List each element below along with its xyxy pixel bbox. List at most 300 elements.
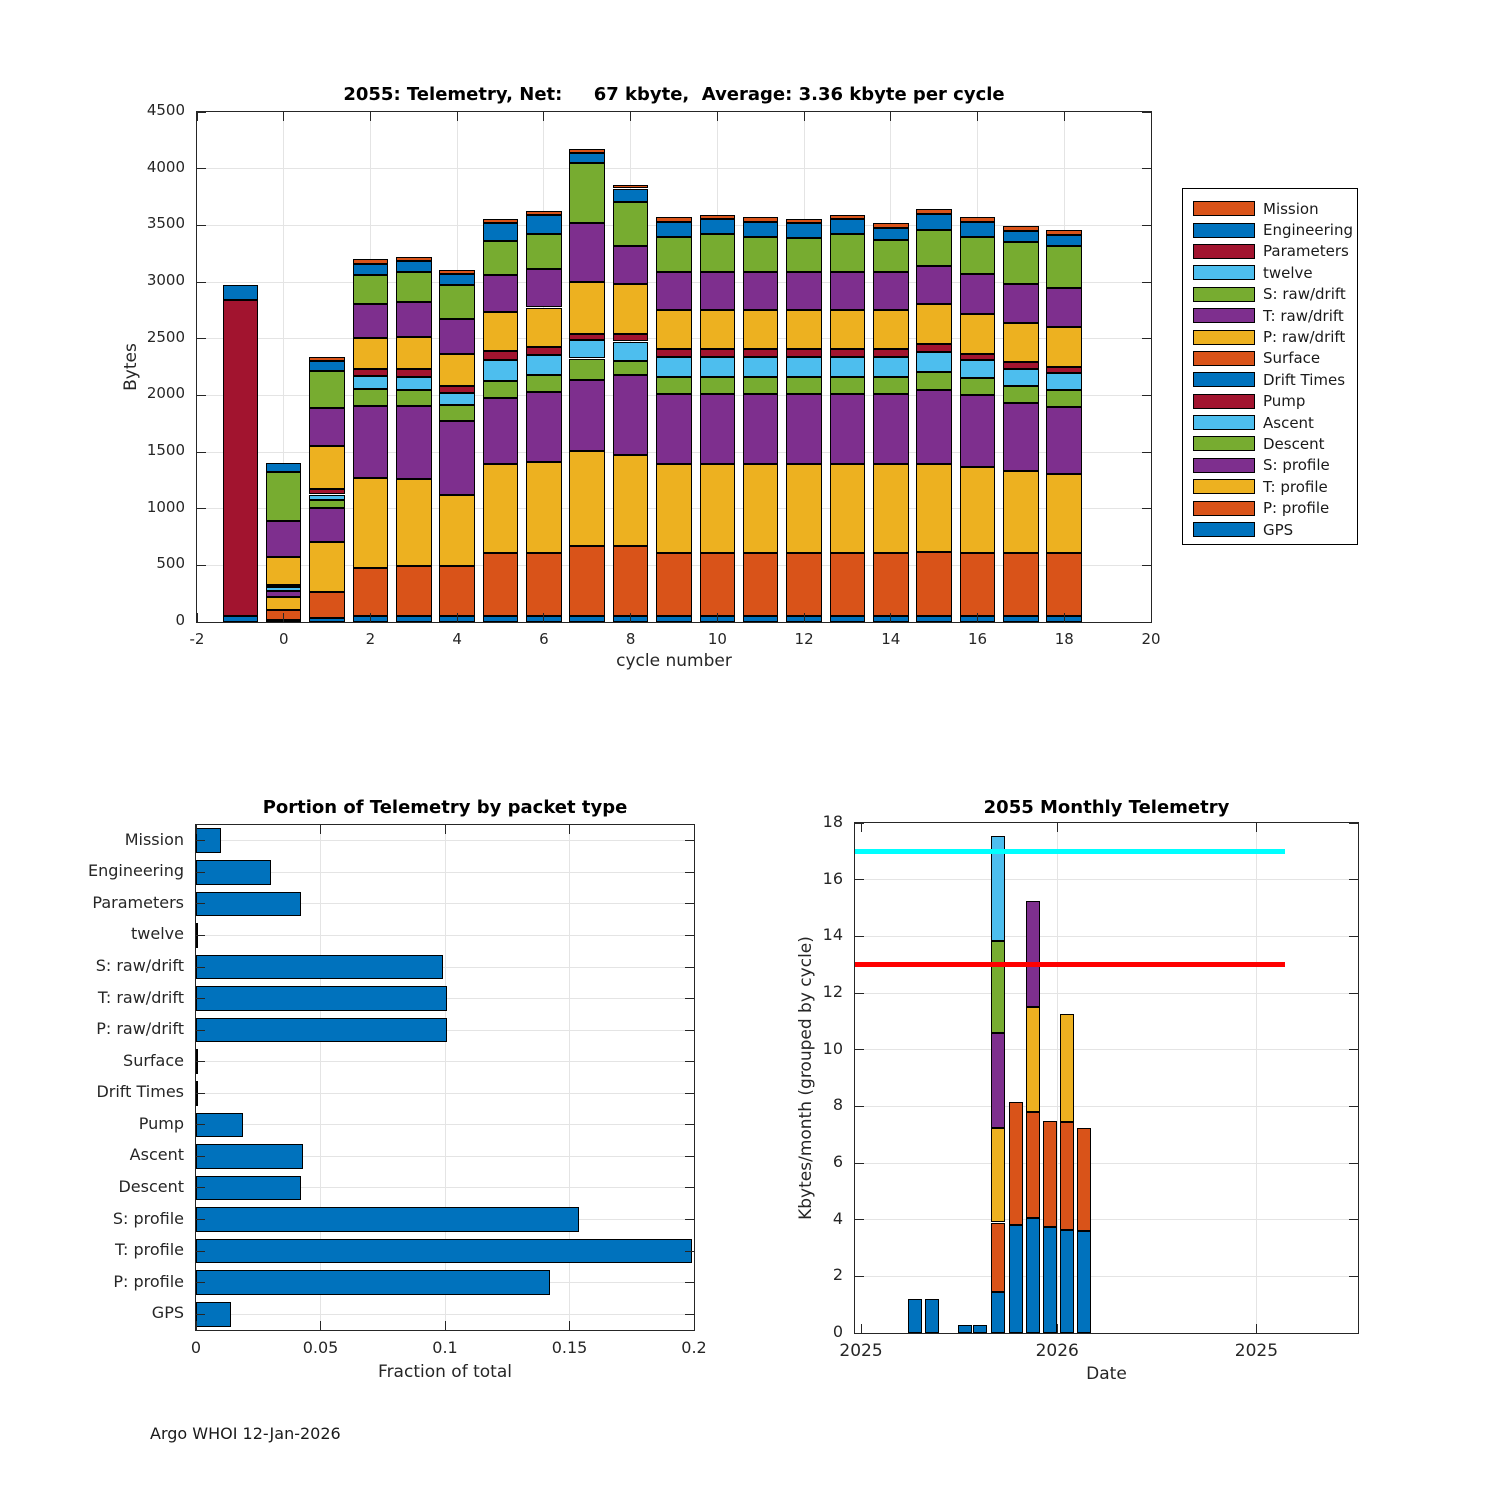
category-label: S: raw/drift bbox=[95, 956, 184, 976]
y-tick-mark bbox=[1142, 508, 1151, 509]
bar-segment-t--raw-drift bbox=[960, 274, 996, 314]
x-tick-label: 0 bbox=[278, 630, 289, 648]
bar-segment-pump bbox=[786, 349, 822, 357]
y-tick-label: 4000 bbox=[146, 157, 185, 176]
y-tick-mark bbox=[685, 998, 694, 999]
bar-segment-p--profile bbox=[526, 553, 562, 616]
bar-segment-s--raw-drift bbox=[1003, 242, 1039, 284]
bar-segment-s--raw-drift bbox=[960, 237, 996, 274]
bar-segment-mission bbox=[309, 357, 345, 360]
y-tick-mark bbox=[1349, 823, 1358, 824]
y-tick-mark bbox=[1142, 565, 1151, 566]
monthly-bar-segment bbox=[1026, 1218, 1040, 1333]
x-tick-mark bbox=[804, 112, 805, 121]
bar-segment-s--profile bbox=[830, 394, 866, 464]
bar-segment-t--raw-drift bbox=[1003, 284, 1039, 323]
x-tick-label: 2025 bbox=[839, 1341, 883, 1361]
bar-segment-engineering bbox=[353, 264, 389, 275]
bar-segment-t--profile bbox=[1046, 474, 1082, 554]
y-tick-mark bbox=[685, 872, 694, 873]
legend-item bbox=[1193, 219, 1357, 240]
y-tick-mark bbox=[685, 1251, 694, 1252]
x-tick-mark bbox=[197, 112, 198, 121]
y-tick-mark bbox=[855, 1106, 864, 1107]
bar-segment-engineering bbox=[396, 261, 432, 272]
y-tick-mark bbox=[1142, 338, 1151, 339]
bar-segment-descent bbox=[786, 377, 822, 394]
monthly-bar-segment bbox=[1026, 901, 1040, 1007]
bar-segment-s--raw-drift bbox=[569, 163, 605, 223]
y-tick-mark bbox=[1142, 622, 1151, 623]
bar-segment-p--raw-drift bbox=[439, 354, 475, 386]
y-tick-mark bbox=[197, 168, 206, 169]
bar-segment-descent bbox=[439, 405, 475, 421]
bar-segment-mission bbox=[960, 217, 996, 222]
y-tick-mark bbox=[855, 1219, 864, 1220]
bar-segment-s--profile bbox=[483, 398, 519, 464]
y-tick-label: 4500 bbox=[146, 101, 185, 119]
bar-segment-parameters bbox=[223, 300, 259, 616]
bar-segment-pump bbox=[396, 369, 432, 376]
legend-swatch-ascent bbox=[1193, 415, 1255, 430]
bar-segment-mission bbox=[613, 185, 649, 189]
y-tick-mark bbox=[685, 1030, 694, 1031]
legend-swatch-gps bbox=[1193, 522, 1255, 537]
gridline-horizontal bbox=[855, 1276, 1358, 1277]
figure-footer: Argo WHOI 12-Jan-2026 bbox=[150, 1424, 341, 1443]
x-tick-mark bbox=[569, 825, 570, 834]
bar-segment-pump bbox=[1003, 362, 1039, 368]
x-tick-label: 2 bbox=[365, 630, 376, 648]
monthly-bar-segment bbox=[991, 1292, 1005, 1333]
x-tick-mark bbox=[320, 1321, 321, 1330]
y-tick-mark bbox=[1349, 1049, 1358, 1050]
bar-segment-p--raw-drift bbox=[1046, 327, 1082, 367]
bar-segment-t--raw-drift bbox=[569, 223, 605, 282]
x-tick-label: 12 bbox=[794, 630, 814, 648]
x-tick-mark bbox=[804, 613, 805, 622]
x-tick-mark bbox=[1064, 112, 1065, 121]
x-tick-mark bbox=[283, 112, 284, 121]
bar-segment-ascent bbox=[1046, 373, 1082, 390]
monthly-bar-segment bbox=[1060, 1122, 1074, 1230]
bar-segment-p--profile bbox=[309, 592, 345, 618]
bar-segment-ascent bbox=[873, 357, 909, 377]
legend-item-label: S: profile bbox=[1263, 456, 1330, 475]
bar-segment-pump bbox=[526, 347, 562, 355]
category-label: Engineering bbox=[88, 861, 184, 881]
bar-segment-t--profile bbox=[916, 464, 952, 552]
bar-segment-gps bbox=[309, 618, 345, 622]
y-tick-label: 12 bbox=[822, 982, 843, 1001]
bar-segment-s--profile bbox=[526, 392, 562, 462]
y-tick-mark bbox=[197, 508, 206, 509]
y-tick-mark bbox=[1349, 1219, 1358, 1220]
bar-segment-descent bbox=[1046, 390, 1082, 407]
y-tick-mark bbox=[197, 225, 206, 226]
bar-segment-p--raw-drift bbox=[353, 338, 389, 369]
x-tick-mark bbox=[861, 823, 862, 832]
bar-segment-engineering bbox=[526, 215, 562, 234]
bar-segment-p--raw-drift bbox=[569, 282, 605, 334]
y-tick-mark bbox=[1349, 993, 1358, 994]
bar-segment-engineering bbox=[1003, 231, 1039, 242]
y-tick-mark bbox=[855, 1333, 864, 1334]
bar-segment-pump bbox=[309, 489, 345, 494]
bar-segment-gps bbox=[656, 616, 692, 622]
bar-segment-s--profile bbox=[1046, 407, 1082, 474]
x-tick-mark bbox=[370, 613, 371, 622]
legend-swatch-descent bbox=[1193, 436, 1255, 451]
monthly-chart-plot bbox=[822, 812, 1359, 1361]
bar-segment-t--raw-drift bbox=[830, 272, 866, 309]
bar-segment-p--profile bbox=[786, 553, 822, 616]
bar-segment-s--raw-drift bbox=[743, 237, 779, 273]
y-tick-mark bbox=[685, 967, 694, 968]
y-tick-label: 3000 bbox=[146, 271, 185, 289]
y-tick-mark bbox=[196, 1093, 205, 1094]
bar-segment-ascent bbox=[396, 377, 432, 390]
y-tick-mark bbox=[855, 1163, 864, 1164]
y-tick-mark bbox=[855, 823, 864, 824]
category-label: P: raw/drift bbox=[96, 1019, 184, 1039]
x-tick-mark bbox=[445, 1321, 446, 1330]
bar-segment-t--profile bbox=[786, 464, 822, 553]
x-tick-mark bbox=[717, 112, 718, 121]
category-label: S: profile bbox=[112, 1208, 184, 1228]
bar-segment-pump bbox=[266, 585, 302, 588]
bar-segment-t--profile bbox=[309, 542, 345, 592]
bar-segment-gps bbox=[569, 616, 605, 622]
bar-segment-t--raw-drift bbox=[786, 272, 822, 309]
bar-segment-p--raw-drift bbox=[656, 310, 692, 349]
legend-item bbox=[1193, 326, 1357, 347]
bar-segment-p--profile bbox=[700, 553, 736, 616]
bar-segment-t--profile bbox=[526, 462, 562, 553]
x-tick-mark bbox=[445, 825, 446, 834]
bar-segment-s--profile bbox=[309, 508, 345, 542]
legend-item-label: S: raw/drift bbox=[1263, 285, 1346, 304]
bar-segment-t--raw-drift bbox=[916, 266, 952, 304]
bar-segment-t--raw-drift bbox=[873, 272, 909, 309]
bar-segment-s--profile bbox=[873, 394, 909, 464]
legend-item bbox=[1193, 497, 1357, 518]
bar-segment-t--raw-drift bbox=[396, 302, 432, 337]
bar-segment-s--raw-drift bbox=[613, 202, 649, 246]
x-tick-label: 10 bbox=[707, 630, 727, 648]
x-tick-mark bbox=[1256, 1324, 1257, 1333]
y-tick-mark bbox=[1349, 1106, 1358, 1107]
y-tick-mark bbox=[197, 282, 206, 283]
y-tick-mark bbox=[1349, 1163, 1358, 1164]
bar-segment-ascent bbox=[743, 357, 779, 377]
y-tick-mark bbox=[1349, 1276, 1358, 1277]
y-tick-label: 10 bbox=[822, 1038, 843, 1058]
x-tick-mark bbox=[196, 825, 197, 834]
legend-item-label: T: raw/drift bbox=[1263, 306, 1344, 325]
gridline-horizontal bbox=[855, 993, 1358, 994]
bar-segment-p--raw-drift bbox=[526, 308, 562, 347]
legend-item bbox=[1193, 369, 1357, 390]
bar-segment-ascent bbox=[309, 495, 345, 500]
x-tick-mark bbox=[630, 112, 631, 121]
category-label: twelve bbox=[131, 924, 184, 944]
legend-item bbox=[1193, 455, 1357, 476]
bar-segment-p--profile bbox=[830, 553, 866, 616]
bar-segment-ascent bbox=[656, 357, 692, 377]
x-tick-mark bbox=[457, 112, 458, 121]
y-tick-label: 3500 bbox=[146, 214, 185, 233]
bar-segment-engineering bbox=[830, 219, 866, 234]
portion-bar-p--profile bbox=[196, 1270, 550, 1295]
legend-item-label: P: raw/drift bbox=[1263, 328, 1346, 347]
legend-item-label: Ascent bbox=[1263, 413, 1314, 432]
monthly-bar-segment bbox=[1043, 1227, 1057, 1333]
gridline-horizontal bbox=[855, 1219, 1358, 1220]
bar-segment-t--profile bbox=[439, 495, 475, 566]
category-label: GPS bbox=[151, 1303, 184, 1323]
bar-segment-gps bbox=[1003, 616, 1039, 622]
bar-segment-t--profile bbox=[266, 597, 302, 610]
bar-segment-s--raw-drift bbox=[483, 241, 519, 274]
legend-item bbox=[1193, 241, 1357, 262]
bar-segment-ascent bbox=[266, 587, 302, 591]
x-tick-label: 18 bbox=[1054, 630, 1074, 648]
legend-item bbox=[1193, 305, 1357, 326]
x-tick-label: 6 bbox=[539, 630, 549, 648]
x-tick-mark bbox=[543, 613, 544, 622]
y-tick-mark bbox=[855, 1049, 864, 1050]
bar-segment-p--profile bbox=[656, 553, 692, 616]
bar-segment-descent bbox=[483, 381, 519, 399]
bar-segment-p--raw-drift bbox=[266, 557, 302, 584]
y-tick-mark bbox=[197, 112, 206, 113]
legend-item bbox=[1193, 391, 1357, 412]
monthly-bar-segment bbox=[1009, 1225, 1023, 1333]
bar-segment-p--raw-drift bbox=[309, 446, 345, 490]
y-tick-mark bbox=[685, 1093, 694, 1094]
bar-segment-t--raw-drift bbox=[439, 319, 475, 354]
x-tick-mark bbox=[694, 1321, 695, 1330]
bar-segment-pump bbox=[830, 349, 866, 357]
category-label: Surface bbox=[123, 1050, 184, 1070]
y-tick-mark bbox=[196, 1124, 205, 1125]
legend-item-label: P: profile bbox=[1263, 499, 1330, 518]
y-tick-mark bbox=[855, 936, 864, 937]
bar-segment-gps bbox=[743, 616, 779, 622]
x-tick-mark bbox=[1057, 1324, 1058, 1333]
y-tick-label: 2 bbox=[832, 1265, 843, 1285]
bar-segment-t--raw-drift bbox=[743, 272, 779, 309]
bar-segment-p--profile bbox=[873, 553, 909, 616]
y-tick-label: 1000 bbox=[146, 497, 185, 516]
bar-segment-p--profile bbox=[1003, 553, 1039, 616]
category-label: Parameters bbox=[92, 892, 184, 912]
portion-chart-xlabel: Fraction of total bbox=[378, 1362, 512, 1382]
bar-segment-t--raw-drift bbox=[266, 521, 302, 557]
portion-bar-parameters bbox=[196, 892, 301, 917]
bar-segment-ascent bbox=[353, 376, 389, 389]
legend-item-label: T: profile bbox=[1263, 477, 1328, 496]
y-tick-mark bbox=[685, 1156, 694, 1157]
bar-segment-gps bbox=[916, 616, 952, 622]
y-tick-label: 0 bbox=[175, 611, 185, 629]
y-tick-mark bbox=[1349, 879, 1358, 880]
bar-segment-engineering bbox=[569, 153, 605, 163]
legend-item bbox=[1193, 412, 1357, 433]
bar-segment-s--profile bbox=[613, 375, 649, 455]
bar-segment-descent bbox=[830, 377, 866, 394]
legend-swatch-p--profile bbox=[1193, 501, 1255, 516]
bar-segment-s--raw-drift bbox=[309, 371, 345, 408]
portion-bar-t--profile bbox=[196, 1239, 692, 1264]
bar-segment-pump bbox=[656, 349, 692, 357]
x-tick-label: 0.15 bbox=[551, 1338, 588, 1357]
bar-segment-s--profile bbox=[1003, 403, 1039, 471]
legend-item-label: twelve bbox=[1263, 263, 1313, 282]
portion-bar-ascent bbox=[196, 1144, 303, 1169]
bar-segment-engineering bbox=[786, 223, 822, 238]
portion-bar-engineering bbox=[196, 860, 271, 885]
y-tick-mark bbox=[1142, 395, 1151, 396]
bar-segment-s--profile bbox=[439, 421, 475, 495]
bar-segment-descent bbox=[613, 361, 649, 375]
bar-segment-pump bbox=[700, 349, 736, 357]
bar-segment-descent bbox=[396, 390, 432, 406]
bar-segment-ascent bbox=[613, 342, 649, 362]
x-tick-mark bbox=[457, 613, 458, 622]
bar-segment-s--profile bbox=[786, 394, 822, 464]
category-label: Drift Times bbox=[96, 1082, 184, 1102]
y-tick-mark bbox=[197, 622, 206, 623]
category-label: Mission bbox=[124, 829, 184, 849]
bar-segment-s--raw-drift bbox=[266, 472, 302, 521]
bar-segment-ascent bbox=[1003, 369, 1039, 386]
monthly-bar-segment bbox=[1026, 1112, 1040, 1218]
bar-segment-engineering bbox=[266, 463, 302, 473]
legend-items bbox=[1193, 198, 1357, 540]
bar-segment-t--raw-drift bbox=[700, 272, 736, 309]
x-tick-mark bbox=[1151, 112, 1152, 121]
x-tick-mark bbox=[1256, 823, 1257, 832]
bar-segment-engineering bbox=[656, 222, 692, 237]
category-label: T: profile bbox=[114, 1240, 184, 1260]
monthly-bar-segment bbox=[908, 1299, 922, 1333]
bar-segment-ascent bbox=[526, 355, 562, 375]
monthly-bar-segment bbox=[973, 1325, 987, 1334]
legend-swatch-t--profile bbox=[1193, 479, 1255, 494]
bar-segment-pump bbox=[353, 369, 389, 376]
y-tick-mark bbox=[855, 879, 864, 880]
y-tick-mark bbox=[196, 1282, 205, 1283]
bar-segment-p--profile bbox=[613, 546, 649, 616]
y-tick-label: 4 bbox=[832, 1208, 843, 1228]
monthly-chart-ylabel: Kbytes/month (grouped by cycle) bbox=[796, 936, 816, 1220]
gridline-horizontal bbox=[855, 1163, 1358, 1164]
bar-segment-t--profile bbox=[396, 479, 432, 566]
category-label: P: profile bbox=[113, 1271, 184, 1291]
y-tick-label: 8 bbox=[832, 1095, 843, 1115]
portion-bar-s--raw-drift bbox=[196, 955, 443, 980]
bar-segment-ascent bbox=[700, 357, 736, 377]
category-label: Pump bbox=[138, 1113, 184, 1133]
bar-segment-s--profile bbox=[916, 390, 952, 464]
legend-item-label: Drift Times bbox=[1263, 370, 1346, 389]
bar-segment-mission bbox=[439, 270, 475, 275]
y-tick-mark bbox=[855, 1276, 864, 1277]
bar-segment-mission bbox=[569, 149, 605, 153]
y-tick-mark bbox=[1142, 282, 1151, 283]
bar-segment-mission bbox=[786, 219, 822, 224]
bar-segment-mission bbox=[396, 257, 432, 262]
monthly-bar-segment bbox=[1043, 1121, 1057, 1227]
bar-segment-p--raw-drift bbox=[700, 310, 736, 349]
y-tick-mark bbox=[196, 998, 205, 999]
bar-segment-engineering bbox=[483, 223, 519, 241]
category-label: T: raw/drift bbox=[97, 987, 184, 1007]
legend-item bbox=[1193, 284, 1357, 305]
bar-segment-t--profile bbox=[873, 464, 909, 553]
bar-segment-t--profile bbox=[569, 451, 605, 546]
y-tick-mark bbox=[685, 1219, 694, 1220]
y-tick-label: 14 bbox=[822, 925, 843, 945]
x-tick-mark bbox=[196, 1321, 197, 1330]
bar-segment-s--raw-drift bbox=[526, 234, 562, 269]
x-tick-label: 2025 bbox=[1234, 1341, 1279, 1361]
bar-segment-t--profile bbox=[483, 464, 519, 552]
bar-segment-s--profile bbox=[960, 395, 996, 466]
monthly-chart-xlabel: Date bbox=[1086, 1364, 1127, 1384]
bar-segment-s--profile bbox=[569, 380, 605, 451]
y-tick-mark bbox=[1142, 112, 1151, 113]
bar-segment-t--profile bbox=[830, 464, 866, 553]
monthly-bar-segment bbox=[958, 1325, 972, 1334]
bar-segment-ascent bbox=[916, 352, 952, 372]
monthly-bar-segment bbox=[925, 1299, 939, 1333]
x-tick-mark bbox=[283, 613, 284, 622]
bar-segment-t--raw-drift bbox=[483, 275, 519, 312]
monthly-bar-segment bbox=[991, 941, 1005, 1033]
bar-segment-p--profile bbox=[569, 546, 605, 616]
gridline-horizontal bbox=[855, 1106, 1358, 1107]
y-tick-mark bbox=[1142, 168, 1151, 169]
bar-segment-engineering bbox=[743, 222, 779, 237]
bar-segment-pump bbox=[916, 344, 952, 353]
x-tick-mark bbox=[1064, 613, 1065, 622]
x-tick-mark bbox=[370, 112, 371, 121]
bar-segment-engineering bbox=[960, 222, 996, 237]
y-tick-mark bbox=[855, 993, 864, 994]
bar-segment-s--raw-drift bbox=[830, 234, 866, 273]
x-tick-mark bbox=[890, 112, 891, 121]
x-tick-label: 0.1 bbox=[432, 1338, 458, 1357]
y-tick-mark bbox=[685, 903, 694, 904]
bar-segment-s--raw-drift bbox=[439, 285, 475, 318]
top-chart-ylabel: Bytes bbox=[121, 343, 141, 391]
x-tick-mark bbox=[1057, 823, 1058, 832]
bar-segment-p--profile bbox=[396, 566, 432, 616]
bar-segment-mission bbox=[700, 215, 736, 220]
y-tick-mark bbox=[196, 935, 205, 936]
bar-segment-p--profile bbox=[916, 552, 952, 616]
y-tick-mark bbox=[196, 903, 205, 904]
reference-line-cyan bbox=[855, 849, 1285, 854]
y-tick-mark bbox=[196, 1219, 205, 1220]
bar-segment-p--raw-drift bbox=[613, 284, 649, 333]
bar-segment-descent bbox=[353, 389, 389, 406]
gridline-horizontal bbox=[855, 879, 1358, 880]
bar-segment-t--raw-drift bbox=[309, 408, 345, 445]
